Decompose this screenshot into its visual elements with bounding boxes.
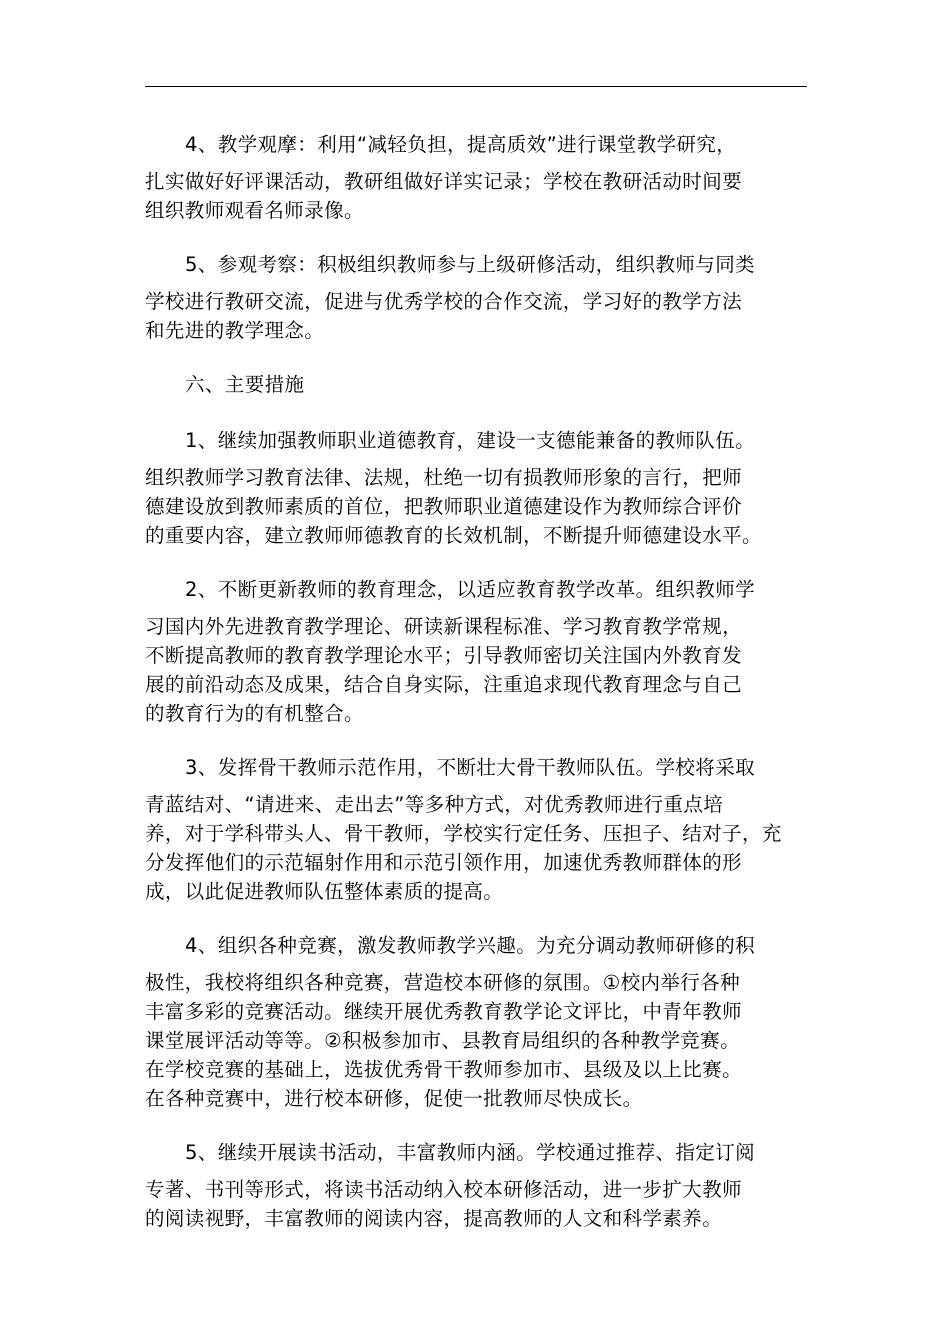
paragraph-body: 学校进行教研交流，促进与优秀学校的合作交流，学习好的教学方法 和先进的教学理念。 [145, 290, 743, 342]
paragraph-visit-study [145, 250, 817, 345]
paragraph-measure-5 [145, 1138, 817, 1233]
paragraph-body: 极性，我校将组织各种竞赛，营造校本研修的氛围。①校内举行各种 丰富多彩的竞赛活动。继续开展优秀教育教学论文评比，中青年教师 课堂展评活动等等。②积极参加市、县教育局组织的各种教学竞赛。 在学校竞赛的基础上，选拔优秀骨干教师参加市、县级及以上比赛。 在各种竞赛中，进行校本研修，促使一批教师尽快成长。 [145, 971, 743, 1110]
paragraph-first-line: 3、发挥骨干教师示范作用，不断壮大骨干教师队伍。学校将采取 [185, 756, 756, 779]
paragraph-body: 专著、书刊等形式，将读书活动纳入校本研修活动，进一步扩大教师 的阅读视野，丰富教师的阅读内容，提高教师的人文和科学素养。 [145, 1178, 743, 1230]
paragraph-measure-2 [145, 575, 817, 728]
paragraph-first-line: 2、不断更新教师的教育理念，以适应教育教学改革。组织教师学 [185, 578, 756, 601]
header-rule [145, 86, 807, 87]
paragraph-first-line: 4、教学观摩：利用“减轻负担，提高质效”进行课堂教学研究， [185, 133, 737, 156]
paragraph-teaching-observation [145, 130, 817, 225]
paragraph-first-line: 5、继续开展读书活动，丰富教师内涵。学校通过推荐、指定订阅 [185, 1141, 756, 1164]
paragraph-body: 青蓝结对、“请进来、走出去”等多种方式，对优秀教师进行重点培 养，对于学科带头人、骨干教师，学校实行定任务、压担子、结对子，充 分发挥他们的示范辐射作用和示范引领作用，加速优秀教师群体的形 成，以此促进教师队伍整体素质的提高。 [145, 793, 782, 903]
paragraph-measure-3 [145, 753, 817, 906]
document-body [145, 130, 817, 1233]
paragraph-measure-1 [145, 426, 817, 550]
paragraph-body: 习国内外先进教育教学理论、研读新课程标准、学习教育教学常规， 不断提高教师的教育教学理论水平；引导教师密切关注国内外教育发 展的前沿动态及成果，结合自身实际，注重追求现代教育理念与自己 的教育行为的有机整合。 [145, 615, 743, 725]
paragraph-body: 组织教师学习教育法律、法规，杜绝一切有损教师形象的言行，把师 德建设放到教师素质的首位，把教师职业道德建设作为教师综合评价 的重要内容，建立教师师德教育的长效机制，不断提升师德建设水平。 [145, 466, 762, 547]
paragraph-first-line: 4、组织各种竞赛，激发教师教学兴趣。为充分调动教师研修的积 [185, 934, 756, 957]
paragraph-body: 扎实做好好评课活动，教研组做好详实记录；学校在教研活动时间要 组织教师观看名师录像。 [145, 170, 743, 222]
paragraph-first-line: 5、参观考察：积极组织教师参与上级研修活动，组织教师与同类 [185, 253, 756, 276]
paragraph-first-line: 1、继续加强教师职业道德教育，建设一支德能兼备的教师队伍。 [185, 429, 756, 452]
section-heading: 六、主要措施 [185, 373, 305, 396]
paragraph-measure-4 [145, 931, 817, 1113]
